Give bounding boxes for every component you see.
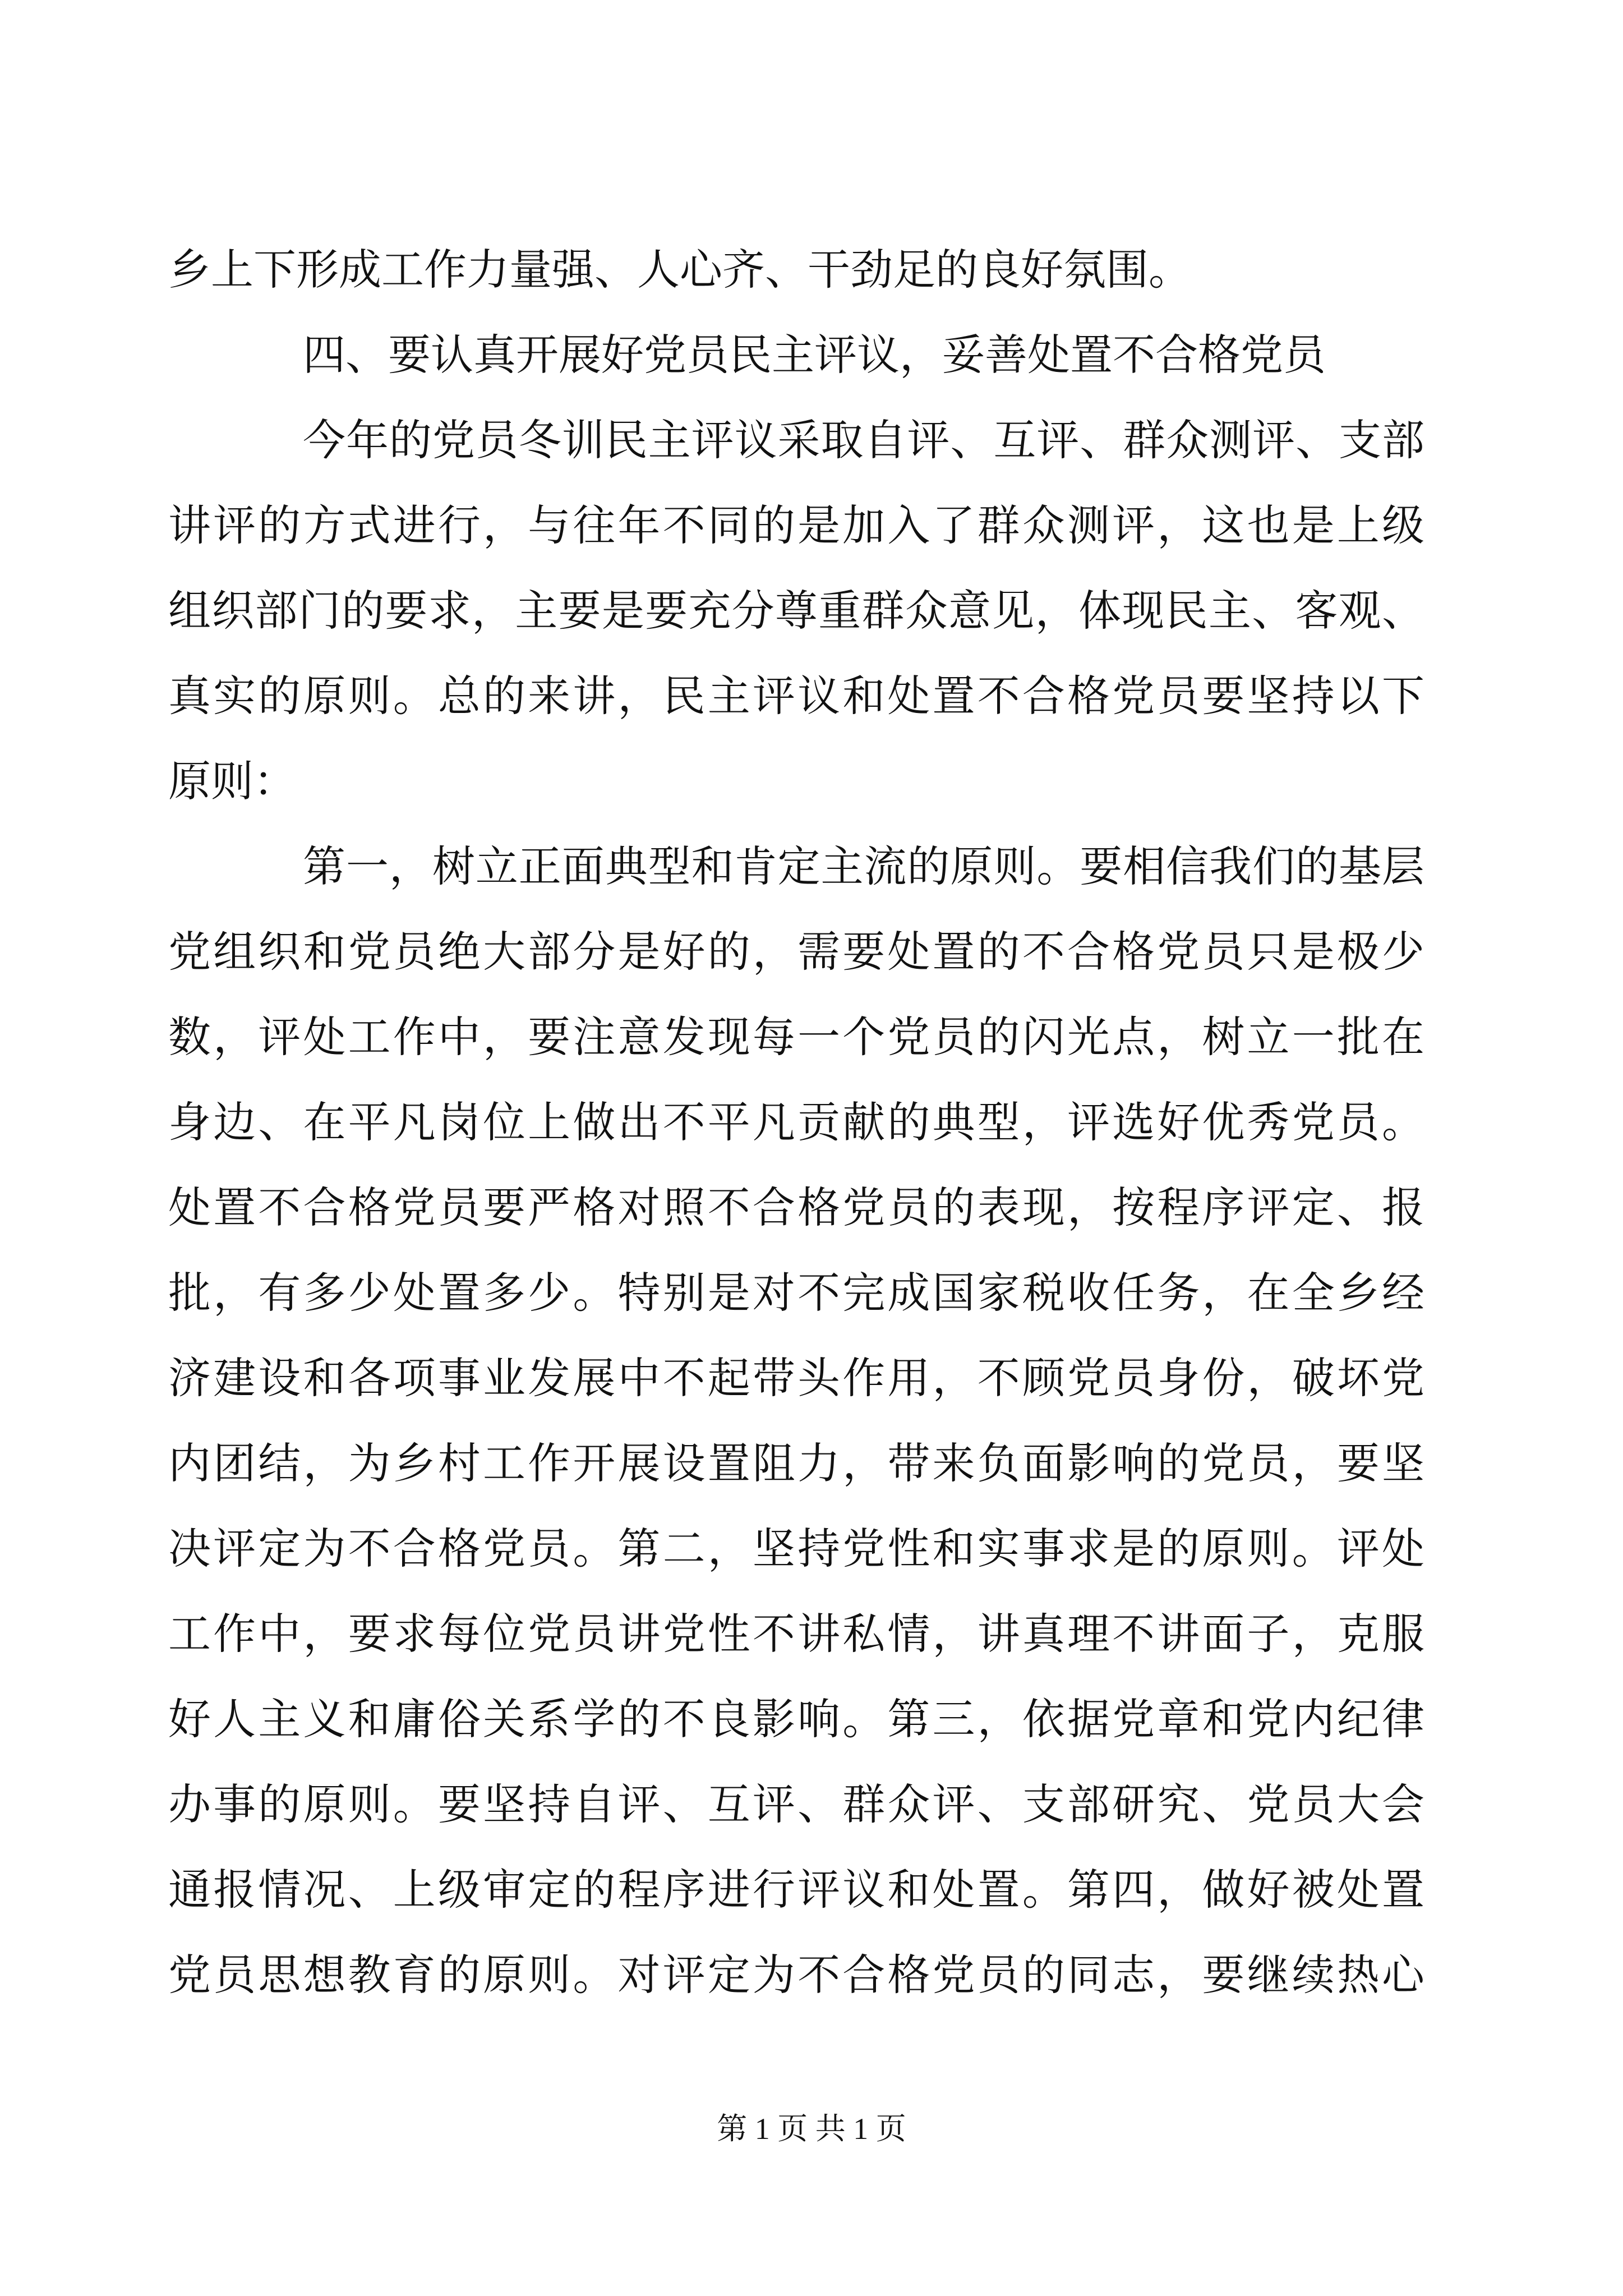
- text-line: 通报情况、上级审定的程序进行评议和处置。第四，做好被处置: [168, 1865, 1424, 1915]
- text-line: 今年的党员冬训民主评议采取自评、互评、群众测评、支部: [303, 415, 1424, 465]
- text-line: 济建设和各项事业发展中不起带头作用，不顾党员身份，破坏党: [168, 1353, 1424, 1403]
- text-line: 批，有多少处置多少。特别是对不完成国家税收任务，在全乡经: [168, 1268, 1424, 1318]
- text-line: 组织部门的要求，主要是要充分尊重群众意见，体现民主、客观、: [168, 586, 1424, 636]
- text-line: 处置不合格党员要严格对照不合格党员的表现，按程序评定、报: [168, 1182, 1424, 1232]
- section-heading: 四、要认真开展好党员民主评议，妥善处置不合格党员: [303, 330, 1326, 380]
- text-line: 办事的原则。要坚持自评、互评、群众评、支部研究、党员大会: [168, 1779, 1424, 1829]
- text-line: 第一，树立正面典型和肯定主流的原则。要相信我们的基层: [303, 841, 1424, 891]
- text-line: 工作中，要求每位党员讲党性不讲私情，讲真理不讲面子，克服: [168, 1609, 1424, 1659]
- text-line: 身边、在平凡岗位上做出不平凡贡献的典型，评选好优秀党员。: [168, 1097, 1424, 1147]
- text-line: 真实的原则。总的来讲，民主评议和处置不合格党员要坚持以下: [168, 671, 1424, 721]
- text-line: 决评定为不合格党员。第二，坚持党性和实事求是的原则。评处: [168, 1524, 1424, 1573]
- text-line: 数，评处工作中，要注意发现每一个党员的闪光点，树立一批在: [168, 1012, 1424, 1062]
- text-line: 党组织和党员绝大部分是好的，需要处置的不合格党员只是极少: [168, 927, 1424, 977]
- text-line: 党员思想教育的原则。对评定为不合格党员的同志，要继续热心: [168, 1950, 1424, 2000]
- document-body: [168, 227, 1424, 2018]
- page-footer: 第 1 页 共 1 页: [717, 2112, 906, 2146]
- text-line: 好人主义和庸俗关系学的不良影响。第三，依据党章和党内纪律: [168, 1694, 1424, 1744]
- text-line: 原则：: [168, 756, 296, 806]
- text-line: 讲评的方式进行，与往年不同的是加入了群众测评，这也是上级: [168, 500, 1424, 550]
- text-line: 内团结，为乡村工作开展设置阻力，带来负面影响的党员，要坚: [168, 1438, 1424, 1488]
- text-line: 乡上下形成工作力量强、人心齐、干劲足的良好氛围。: [168, 245, 1191, 295]
